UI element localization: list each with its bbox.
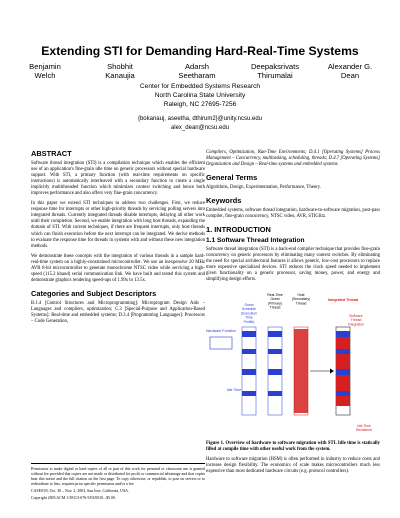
guest-block-1 (242, 331, 256, 337)
integrated-host-1 (336, 337, 350, 349)
guest-schedule-label: Guest Schedule (Execution Time Profile) (240, 303, 258, 324)
affiliation-city: Raleigh, NC 27695-7256 (163, 101, 237, 108)
guest-block-4 (242, 391, 256, 396)
integrated-host-3 (336, 375, 350, 391)
right-column (206, 150, 380, 479)
author-3-first: Adarsh (184, 62, 210, 71)
affiliation-center: Center for Embedded Systems Research (139, 83, 261, 90)
affiliation-university: North Carolina State University (154, 92, 246, 99)
author-1-first: Benjamin (29, 62, 61, 71)
author-4-last: Thirumalai (257, 71, 293, 81)
integrated-guest-2 (336, 349, 350, 354)
rt-guest-block-3 (268, 369, 282, 375)
rt-guest-block-4 (268, 391, 282, 396)
rt-guest-block-1 (268, 331, 282, 337)
author-5 (314, 62, 386, 80)
idle-reclaimed-label: Idle Time Reclaimed (355, 424, 373, 433)
author-3 (164, 62, 230, 80)
author-3-last: Seetharam (178, 71, 216, 81)
email-line-1[interactable]: {bokanauj, aseetha, dthirum2}@unity.ncsu.edu (137, 116, 263, 122)
figure-1 (206, 287, 380, 437)
paper-title: Extending STI for Demanding Hard-Real-Time Systems (41, 44, 359, 58)
host-label: Host (Secondary) Thread (291, 293, 311, 306)
integrated-guest-1 (336, 331, 350, 337)
host-work-block (294, 329, 308, 413)
intro-paragraph-2: Hardware to software migration (HSM) is often performed in industry to reduce costs and increase design flexibility. The economics of scale makes microcontrollers much less expensive than most dedicated hardware circuits (e.g. protocol controllers). (206, 457, 380, 475)
intro-paragraph-1: Software thread integration (STI) is a back-end compiler technique that provides fine-grain concurrency on generic processors by eliminating many context switches. By eliminating the need for special architectural features it allows generic, low-cost processors to replace more expensive specialized devices. STI reduces the clock speed needed to implement given functionality on a generic processor, saving money, power, and energy and simplifying design efforts. (206, 246, 380, 283)
sti-label: Software Thread Integration (347, 314, 365, 327)
author-2 (89, 62, 151, 80)
integrated-guest-4 (336, 391, 350, 396)
introduction-heading: 1. INTRODUCTION (206, 225, 271, 235)
rt-guest-label: Real-Time Guest (Primary) Thread (267, 293, 283, 310)
left-column (31, 150, 205, 329)
rt-guest-block-2 (268, 349, 282, 354)
hardware-function-box (210, 337, 232, 349)
categories-text-a: B.1.4 [Control Structures and Microprogramming]: Microprogram Design Aids – Languages and compilers, optimization; C.3 [Special-Purpose and Application-Based Systems]: Real-time and embedded systems; D.3.4 [Programming Languages]: Processors – Code Generation, (31, 300, 205, 325)
conference-line: CASES'03, Oct. 30 – Nov. 2, 2003, San Jose, California, USA. (31, 489, 129, 493)
author-4 (236, 62, 314, 80)
abstract-paragraph-1: Software thread integration (STI) is a compilation technique which enables the efficient use of an application's fine-grain idle time on generic processors without special hardware support. With STI, a primary function (with real-time requirements on specific instructions) is automatically interleaved with a secondary function to create a single implicitly multithreaded function which minimizes context switching and hence both improves performance and also offers very fine-grain concurrency. (31, 161, 205, 197)
guest-block-3 (242, 369, 256, 375)
abstract-heading: ABSTRACT (31, 149, 72, 158)
categories-heading: Categories and Subject Descriptors (31, 288, 157, 298)
general-terms-heading: General Terms (206, 173, 258, 183)
integrated-host-2 (336, 354, 350, 369)
abstract-paragraph-2: In this paper we extend STI techniques to address two challenges. First, we reduce response time for interrupts or other high-priority threads by servicing polling servers into integrated threads. Currently integrated threads disable interrupts, delaying all other work until their completion. Second, we enable integration with long host threads, expanding the domain of STI. With current techniques, if there are frequent interrupts, only host threads which can finish execution before the next interrupt can be integrated. We derive methods to evaluate the response time for threads in systems with and without these new integration methods. (31, 201, 205, 249)
hardware-function-label: Hardware Function (206, 329, 237, 334)
author-4-first: Deepaksrivats (250, 62, 300, 71)
keywords-heading: Keywords (206, 196, 242, 206)
copyright-line: Copyright 2003 ACM 1-58113-676-5/03/0010...$5.00. (31, 496, 116, 500)
categories-text-b: Compilers, Optimization, Run-Time Environments; D.4.1 [Operating Systems] Process Management – Concurrency, multitasking, scheduling, threads; D.4.7 [Operating Systems] Organization and Design – Real-time systems and embedded systems. (206, 150, 380, 168)
author-1 (14, 62, 76, 80)
author-2-last: Kanaujia (105, 71, 135, 81)
author-2-first: Shobhit (107, 62, 133, 71)
integrated-host-4 (336, 396, 350, 406)
author-5-last: Dean (340, 71, 360, 81)
keywords-text: Embedded systems, software thread integration, hardware-to-software migration, post-pass compiler, fine-grain concurrency, NTSC video, AVR, STIGlitz. (206, 208, 380, 220)
permission-text: Permission to make digital or hard copies of all or part of this work for personal or classroom use is granted without fee provided that copies are not made or distributed for profit or commercial advantage and that copies bear this notice and the full citation on the first page. To copy otherwise, or republish, to post on servers or to redistribute to lists, requires prior specific permission and/or a fee. (31, 467, 205, 486)
author-5-first: Alexander G. (327, 62, 373, 71)
integrated-guest-3 (336, 369, 350, 375)
idle-time-label: Idle Time (226, 388, 242, 393)
abstract-paragraph-3: We demonstrate these concepts with the integration of various threads in a sample hard-real-time system on a highly-constrained microcontroller. We use an inexpensive 20 MHz AVR 8-bit microcontroller to generate monochrome NTSC video while servicing a high-speed (115.2 kbaud) serial communication link. We have built and tested this system and demonstrate graphics rendering speed-ups of 1.99x to 13.5x. (31, 253, 205, 283)
figure-1-caption: Figure 1. Overview of hardware to software migration with STI. Idle time is statically filled at compile time with other useful work from the system. (206, 441, 380, 453)
email-line-2[interactable]: alex_dean@ncsu.edu (170, 125, 230, 131)
sti-subheading: 1.1 Software Thread Integration (206, 237, 305, 245)
copyright-notice (31, 463, 205, 503)
figure-1-diagram (206, 287, 380, 437)
guest-block-2 (242, 349, 256, 354)
general-terms-text: Algorithms, Design, Experimentation, Performance, Theory. (206, 185, 322, 191)
author-1-last: Welch (34, 71, 56, 81)
integrated-label: Integrated Thread (327, 298, 359, 303)
sti-arrow-head (330, 369, 334, 374)
